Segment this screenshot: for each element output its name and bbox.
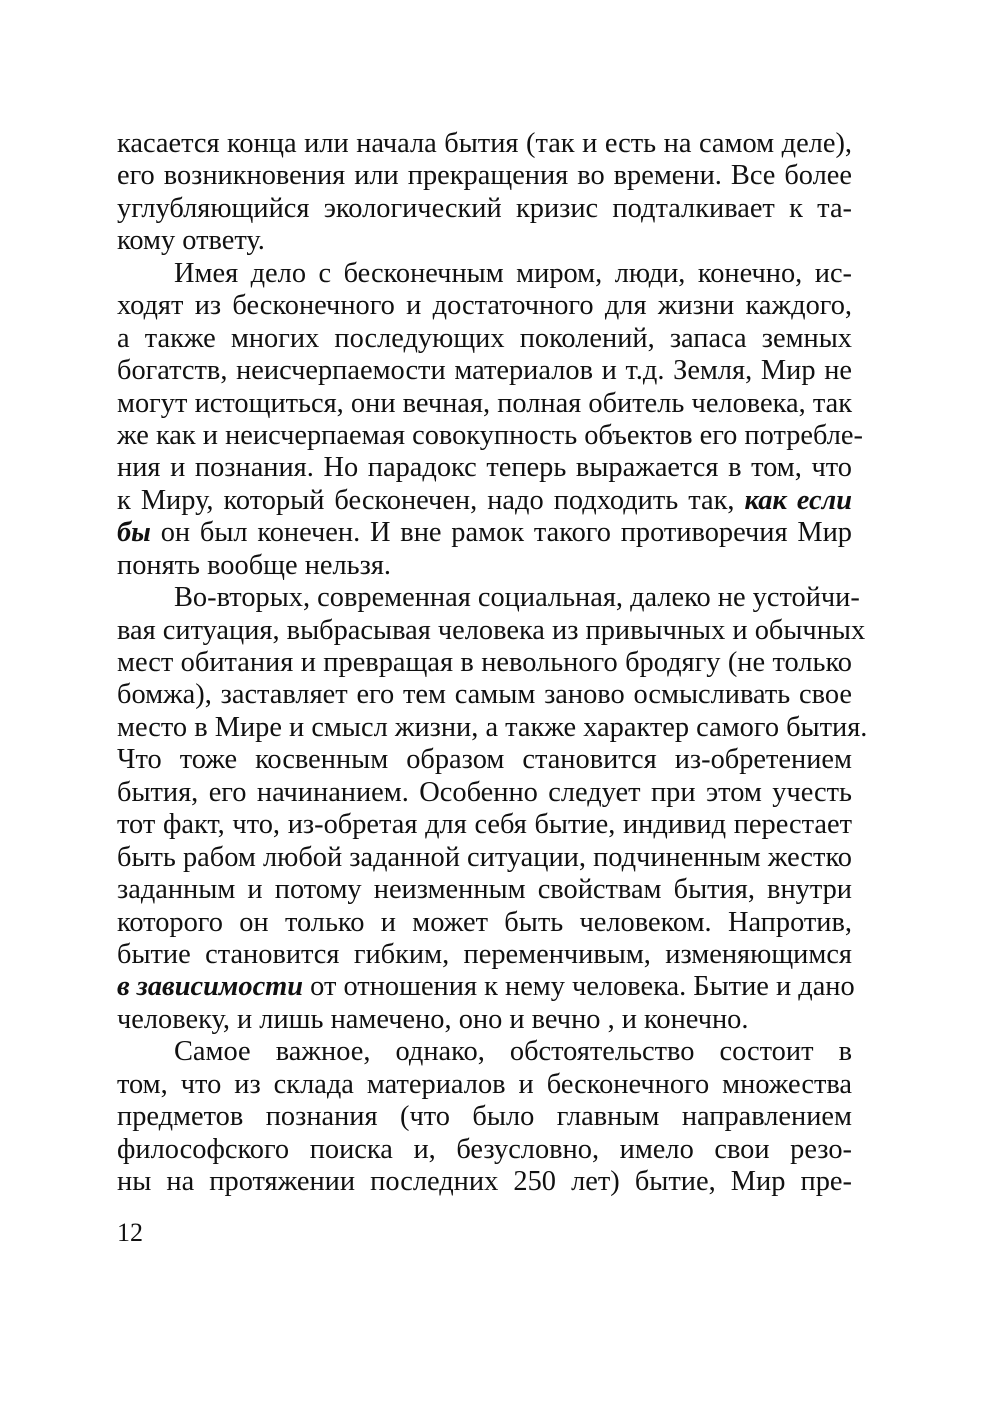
text-line: бытие становится гибким, переменчивым, изменяющимся xyxy=(117,938,852,970)
text-line: предметов познания (что было главным направлением xyxy=(117,1101,852,1133)
text-line xyxy=(117,971,855,1003)
text-line: человеку, и лишь намечено, оно и вечно , и конечно. xyxy=(117,1003,749,1035)
text-line: кому ответу. xyxy=(117,225,265,257)
text-line: ходят из бесконечного и достаточного для жизни каждого, xyxy=(117,290,852,322)
emphasis-text: бы xyxy=(117,517,151,549)
text-line: его возникновения или прекращения во времени. Все более xyxy=(117,160,852,192)
emphasis-text: как если xyxy=(744,484,852,516)
page-number: 12 xyxy=(117,1218,143,1247)
text-line xyxy=(117,485,852,517)
text-line: ны на протяжении последних 250 лет) бытие, Мир пре- xyxy=(117,1166,852,1197)
paragraph-4 xyxy=(117,1036,852,1198)
text-line: Самое важное, однако, обстоятельство состоит в xyxy=(174,1036,852,1068)
text-line: философского поиска и, безусловно, имело свои резо- xyxy=(117,1133,852,1165)
text-line: том, что из склада материалов и бесконечного множества xyxy=(117,1068,852,1100)
text-line: вая ситуация, выбрасывая человека из привычных и обычных xyxy=(117,614,866,646)
body-text xyxy=(117,128,868,1198)
text-line: заданным и потому неизменным свойствам бытия, внутри xyxy=(117,874,852,906)
text-line: Во-вторых, современная социальная, далеко не устойчи- xyxy=(174,582,860,614)
text-line: касается конца или начала бытия (так и есть на самом деле), xyxy=(117,128,852,159)
text-line: могут истощиться, они вечная, полная обитель человека, так xyxy=(117,387,852,419)
text-line xyxy=(117,517,852,549)
paragraph-3 xyxy=(117,582,868,1036)
text-line: тот факт, что, из-обретая для себя бытие, индивид перестает xyxy=(117,809,852,841)
text-line: богатств, неисчерпаемости материалов и т.д. Земля, Мир не xyxy=(117,355,852,387)
text-line: которого он только и может быть человеком. Напротив, xyxy=(117,906,852,938)
text-line: ния и познания. Но парадокс теперь выражается в том, что xyxy=(117,452,852,484)
text-line: бытия, его начинанием. Особенно следует при этом учесть xyxy=(117,776,852,808)
text-line: Имея дело с бесконечным миром, люди, конечно, ис- xyxy=(174,257,852,289)
paragraph-2 xyxy=(117,257,863,582)
text-line: быть рабом любой заданной ситуации, подчиненным жестко xyxy=(117,841,852,873)
text-line: бомжа), заставляет его тем самым заново осмысливать свое xyxy=(117,679,852,711)
text-line: углубляющийся экологический кризис подталкивает к та- xyxy=(117,192,852,224)
text-line: место в Мире и смысл жизни, а также характер самого бытия. xyxy=(117,711,868,743)
emphasis-text: в зависимости xyxy=(117,971,304,1003)
text-run: он был конечен. И вне рамок такого противоречия Мир xyxy=(160,517,852,549)
text-line: Что тоже косвенным образом становится из-обретением xyxy=(117,744,852,776)
text-run: к Миру, который бесконечен, надо подходить так, xyxy=(117,484,735,516)
text-line: же как и неисчерпаемая совокупность объектов его потребле- xyxy=(117,419,863,451)
text-line: понять вообще нельзя. xyxy=(117,549,391,581)
paragraph-1 xyxy=(117,128,852,258)
text-line: а также многих последующих поколений, запаса земных xyxy=(117,322,852,354)
text-run: от отношения к нему человека. Бытие и дано xyxy=(310,971,855,1003)
text-line: мест обитания и превращая в невольного бродягу (не только xyxy=(117,647,852,678)
